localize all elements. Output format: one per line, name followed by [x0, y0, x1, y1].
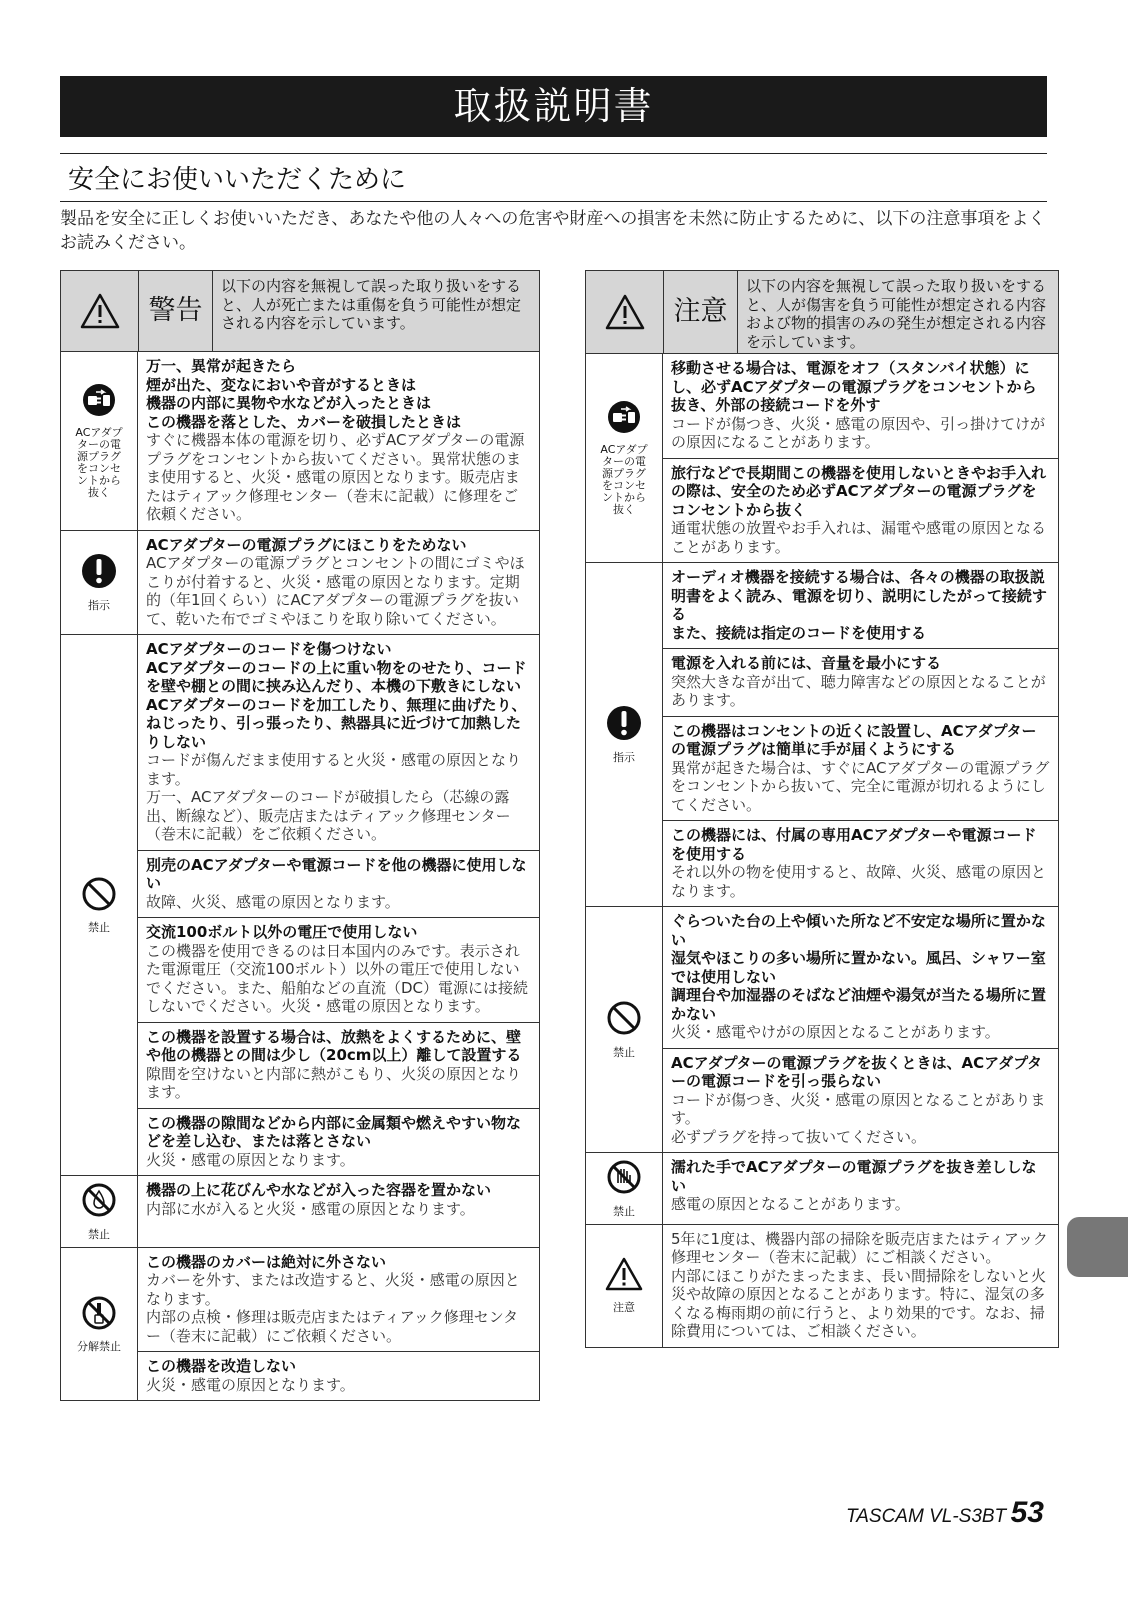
safety-group: [61, 530, 539, 635]
safety-item: [138, 1351, 539, 1400]
item-heading: 万一、異常が起きたら 煙が出た、変なにおいや音がするときは 機器の内部に異物や水などが入ったときは この機器を落とした、カバーを破損したときは: [146, 357, 462, 431]
safety-group: [61, 1175, 539, 1247]
caution-table: [585, 270, 1059, 1348]
icon-caption: 分解禁止: [77, 1340, 121, 1353]
item-heading: 機器の上に花びんや水などが入った容器を置かない: [146, 1181, 492, 1199]
icon-caption: 禁止: [88, 921, 110, 935]
group-icon-cell: [586, 354, 663, 562]
item-heading: 濡れた手でACアダプターの電源プラグを抜き差ししない: [671, 1158, 1037, 1195]
item-body: 5年に1度は、機器内部の掃除を販売店またはティアック修理センター（巻末に記載）にご相談ください。 内部にほこりがたまったまま、長い間掃除をしないと火災や故障の原因となることがあります。特に、湿気の多くなる梅雨期の前に行うと、より効果的です。なお、掃除費用については、ご相談ください。: [671, 1229, 1048, 1340]
item-body: 感電の原因となることがあります。: [671, 1195, 910, 1213]
item-body: すぐに機器本体の電源を切り、必ずACアダプターの電源プラグをコンセントから抜いてください。異常状態のまま使用すると、火災・感電の原因となります。販売店またはティアック修理センター（巻末に記載）に修理をご依頼ください。: [146, 431, 525, 523]
safety-item: [138, 1248, 539, 1352]
safety-item: [138, 1022, 539, 1108]
item-body: 火災・感電の原因となります。: [146, 1375, 355, 1394]
item-heading: 電源を入れる前には、音量を最小にする: [671, 654, 942, 672]
safety-item: [138, 1176, 539, 1224]
safety-group: [586, 353, 1058, 562]
caution-header: [586, 270, 1058, 353]
group-icon-cell: [586, 563, 663, 906]
no-water-icon: [81, 1182, 117, 1223]
group-icon-cell: [586, 907, 663, 1152]
item-body: 火災・感電やけがの原因となることがあります。: [671, 1023, 1000, 1041]
safety-item: [663, 907, 1058, 1048]
item-body: ACアダプターの電源プラグとコンセントの間にゴミやほこりが付着すると、火災・感電の原因となります。定期的（年1回くらい）にACアダプターの電源プラグを抜いて、乾いた布でゴミやほこりを取り除いてください。: [146, 554, 525, 628]
icon-caption: 禁止: [613, 1204, 635, 1218]
safety-item: [663, 458, 1058, 563]
prohibited-icon: [81, 876, 117, 917]
group-icon-cell: [586, 1225, 663, 1347]
icon-caption: 禁止: [613, 1045, 635, 1059]
safety-item: [138, 850, 539, 918]
page-number: 53: [1010, 1496, 1044, 1529]
safety-item: [663, 1048, 1058, 1153]
icon-caption: ACアダプターの電源プラグをコンセントから抜く: [75, 426, 123, 499]
safety-item: [663, 716, 1058, 821]
item-heading: 移動させる場合は、電源をオフ（スタンバイ状態）にし、必ずACアダプターの電源プラグをコンセントから抜き、外部の接続コードを外す: [671, 359, 1037, 414]
warning-label: 警告: [139, 271, 213, 351]
item-body: コードが傷んだまま使用すると火災・感電の原因となります。 万一、ACアダプターのコードが破損したら（芯線の露出、断線など）、販売店またはティアック修理センター（巻末に記載）をご依頼ください。: [146, 751, 522, 843]
footer-brand: TASCAM VL-S3BT: [846, 1506, 1007, 1527]
page-title: 取扱説明書: [60, 76, 1047, 137]
caution-triangle-icon: [605, 1257, 643, 1296]
warning-header: [61, 270, 539, 351]
icon-caption: 注意: [613, 1300, 635, 1314]
item-body: 内部に水が入ると火災・感電の原因となります。: [146, 1199, 475, 1218]
instruction-icon: [606, 705, 642, 746]
safety-group: [61, 1247, 539, 1401]
item-heading: この機器を設置する場合は、放熱をよくするために、壁や他の機器との間は少し（20cm以上）離して設置する: [146, 1027, 522, 1064]
caution-label: 注意: [664, 271, 738, 353]
item-heading: オーディオ機器を接続する場合は、各々の機器の取扱説明書をよく読み、電源を切り、説明にしたがって接続する また、接続は指定のコードを使用する: [671, 568, 1047, 642]
item-body: 故障、火災、感電の原因となります。: [146, 892, 400, 911]
safety-group: [61, 351, 539, 530]
item-heading: ACアダプターのコードを傷つけない ACアダプターのコードの上に重い物をのせたり、コードを壁や棚との間に挟み込んだり、本機の下敷きにしない ACアダプターのコードを加工したり、無理に曲げたり、ねじったり、引っ張ったり、熱器具に近づけて加熱したりしない: [146, 640, 527, 751]
divider: [60, 153, 1047, 154]
safety-item: [663, 1153, 1058, 1220]
icon-caption: 禁止: [88, 1227, 110, 1241]
safety-item: [663, 648, 1058, 716]
item-body: この機器を使用できるのは日本国内のみです。表示された電源電圧（交流100ボルト）以外の電圧で使用しないでください。また、船舶などの直流（DC）電源には接続しないでください。火災・感電の原因となります。: [146, 941, 529, 1015]
section-title: 安全にお使いいただくために: [68, 165, 407, 195]
warning-triangle-icon: [61, 271, 139, 351]
group-icon-cell: [61, 352, 138, 530]
group-icon-cell: [61, 635, 138, 1175]
warning-triangle-icon: [586, 271, 664, 353]
item-body: 突然大きな音が出て、聴力障害などの原因となることがあります。: [671, 672, 1046, 709]
item-heading: この機器の隙間などから内部に金属類や燃えやすい物などを差し込む、または落とさない: [146, 1113, 522, 1150]
safety-item: [138, 352, 539, 530]
safety-item: [663, 820, 1058, 906]
item-heading: ACアダプターの電源プラグにほこりをためない: [146, 535, 467, 554]
item-heading: 別売のACアダプターや電源コードを他の機器に使用しない: [146, 855, 527, 892]
item-heading: この機器のカバーは絶対に外さない: [146, 1252, 387, 1271]
safety-group: [61, 634, 539, 1175]
safety-group: [586, 1152, 1058, 1224]
prohibited-icon: [606, 1000, 642, 1041]
safety-item: [138, 917, 539, 1022]
safety-group: [586, 906, 1058, 1152]
page-tab-marker: [1067, 1217, 1128, 1277]
warning-description: 以下の内容を無視して誤った取り扱いをすると、人が死亡または重傷を負う可能性が想定される内容を示しています。: [221, 277, 522, 332]
safety-group: [586, 1224, 1058, 1347]
unplug-icon: [82, 383, 116, 422]
item-body: コードが傷つき、火災・感電の原因や、引っ掛けてけがの原因になることがあります。: [671, 414, 1046, 451]
warning-table: [60, 270, 540, 1401]
icon-caption: 指示: [613, 750, 635, 764]
item-body: カバーを外す、または改造すると、火災・感電の原因となります。 内部の点検・修理は販売店またはティアック修理センター（巻末に記載）にご依頼ください。: [146, 1271, 520, 1345]
intro-text: 製品を安全に正しくお使いいただき、あなたや他の人々への危害や財産への損害を未然に防止するために、以下の注意事項をよくお読みください。: [60, 209, 1046, 253]
safety-item: [663, 1225, 1058, 1347]
item-body: 通電状態の放置やお手入れは、漏電や感電の原因となることがあります。: [671, 519, 1047, 556]
safety-item: [138, 1108, 539, 1176]
item-heading: ACアダプターの電源プラグを抜くときは、ACアダプターの電源コードを引っ張らない: [671, 1053, 1043, 1090]
item-heading: この機器には、付属の専用ACアダプターや電源コードを使用する: [671, 826, 1037, 863]
item-body: 火災・感電の原因となります。: [146, 1150, 355, 1169]
item-body: 異常が起きた場合は、すぐにACアダプターの電源プラグをコンセントから抜いて、完全に電源が切れるようにしてください。: [671, 758, 1050, 814]
instruction-icon: [81, 553, 117, 594]
item-heading: ぐらついた台の上や傾いた所など不安定な場所に置かない 湿気やほこりの多い場所に置かない。風呂、シャワー室では使用しない 調理台や加湿器のそばなど油煙や湯気が当たる場所に置かない: [671, 912, 1047, 1023]
safety-group: [586, 562, 1058, 906]
group-icon-cell: [61, 1176, 138, 1247]
safety-item: [663, 563, 1058, 648]
item-heading: この機器はコンセントの近くに設置し、ACアダプターの電源プラグは簡単に手が届くようにする: [671, 721, 1037, 758]
item-body: それ以外の物を使用すると、故障、火災、感電の原因となります。: [671, 863, 1047, 900]
safety-item: [663, 354, 1058, 458]
group-icon-cell: [61, 531, 138, 635]
safety-item: [138, 531, 539, 635]
item-heading: 交流100ボルト以外の電圧で使用しない: [146, 923, 418, 941]
safety-item: [138, 635, 539, 850]
item-heading: この機器を改造しない: [146, 1357, 297, 1375]
group-icon-cell: [61, 1248, 138, 1401]
no-wet-hands-icon: [606, 1159, 642, 1200]
group-icon-cell: [586, 1153, 663, 1224]
divider: [60, 201, 1047, 202]
footer: [846, 1496, 1044, 1530]
no-disassembly-icon: [81, 1295, 117, 1336]
caution-description: 以下の内容を無視して誤った取り扱いをすると、人が傷害を負う可能性が想定される内容および物的損害のみの発生が想定される内容を示しています。: [746, 277, 1047, 351]
item-heading: 旅行などで長期間この機器を使用しないときやお手入れの際は、安全のため必ずACアダプターの電源プラグをコンセントから抜く: [671, 463, 1047, 519]
icon-caption: ACアダプターの電源プラグをコンセントから抜く: [600, 443, 648, 517]
item-body: 隙間を空けないと内部に熱がこもり、火災の原因となります。: [146, 1064, 522, 1101]
icon-caption: 指示: [88, 598, 110, 612]
item-body: コードが傷つき、火災・感電の原因となることがあります。 必ずプラグを持って抜いてください。: [671, 1090, 1046, 1146]
unplug-icon: [607, 400, 641, 439]
